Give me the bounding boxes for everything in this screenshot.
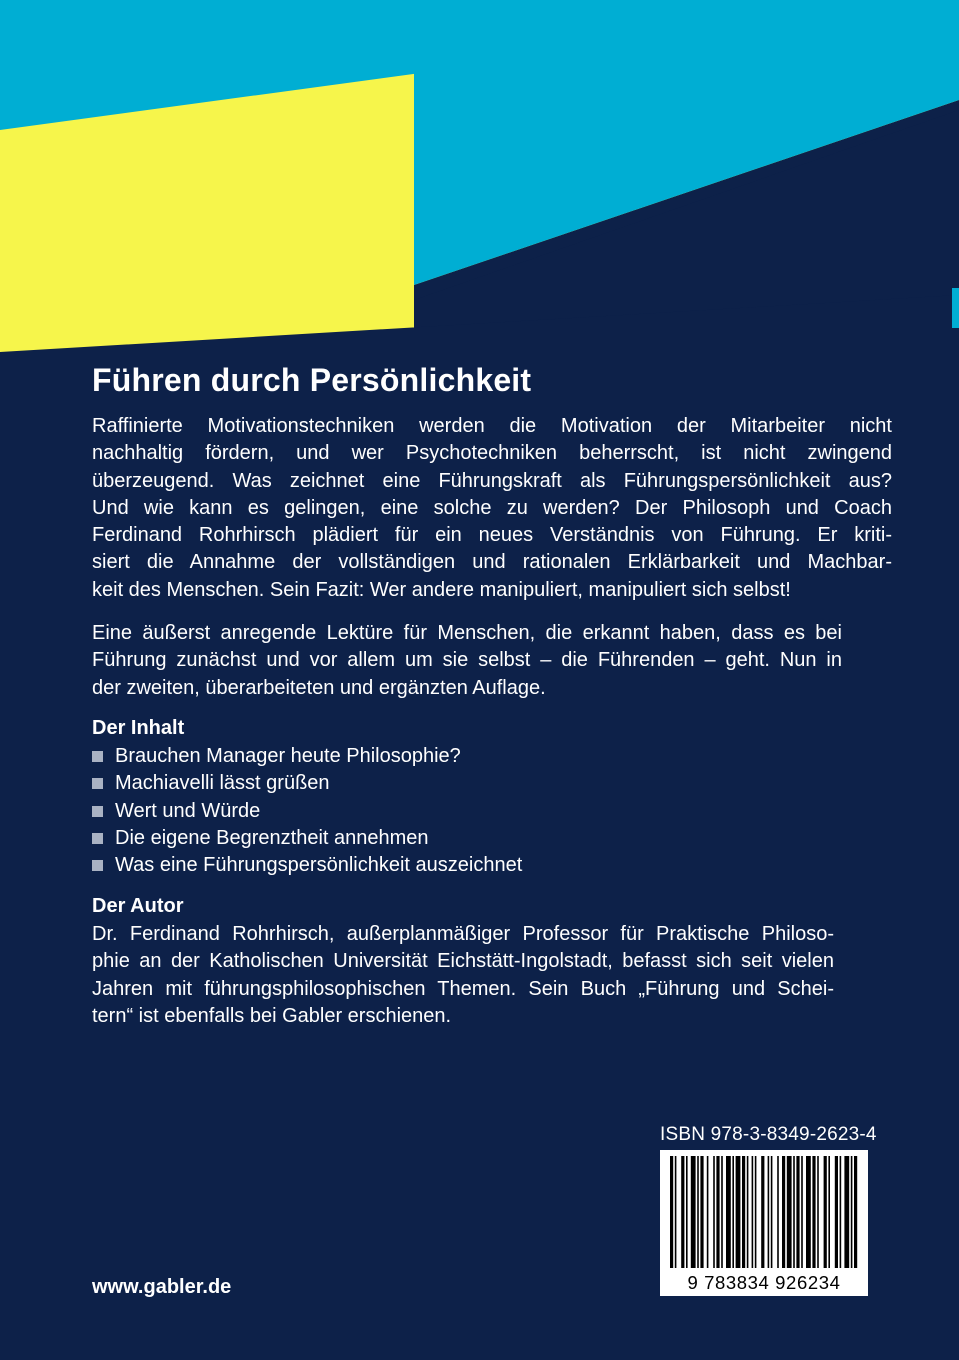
cyan-edge-tab [952, 288, 959, 328]
barcode-bar [787, 1156, 792, 1268]
barcode-bar [681, 1156, 684, 1268]
barcode-bar [777, 1156, 779, 1268]
list-item [92, 825, 522, 852]
second-paragraph [92, 620, 842, 702]
square-bullet-icon [92, 751, 103, 762]
barcode-bar [812, 1156, 815, 1268]
barcode [660, 1150, 868, 1296]
barcode-bar [771, 1156, 773, 1268]
intro-line: Ferdinand Rohrhirsch plädiert für ein neues Verständnis von Führung. Er kriti- [92, 524, 892, 547]
square-bullet-icon [92, 860, 103, 871]
list-item [92, 770, 522, 797]
content-list [92, 743, 522, 879]
barcode-bar [713, 1156, 715, 1268]
author-line: phie an der Katholischen Universität Eichstätt-Ingolstadt, befasst sich seit vielen [92, 950, 834, 973]
intro-paragraph [92, 413, 892, 604]
author-line: Dr. Ferdinand Rohrhirsch, außerplanmäßiger Professor für Praktische Philoso- [92, 923, 834, 945]
barcode-bar [782, 1156, 785, 1268]
list-item-text: Machiavelli lässt grüßen [115, 772, 330, 795]
book-title: Führen durch Persönlichkeit [92, 362, 532, 398]
list-item [92, 852, 522, 879]
barcode-bar [721, 1156, 723, 1268]
intro-line: nachhaltig fördern, und wer Psychotechniken beherrscht, ist nicht zwingend [92, 442, 892, 465]
barcode-bar [700, 1156, 703, 1268]
square-bullet-icon [92, 833, 103, 844]
intro-line: keit des Menschen. Sein Fazit: Wer andere manipuliert, manipuliert sich selbst! [92, 578, 791, 601]
barcode-bar [824, 1156, 827, 1268]
author-line: tern“ ist ebenfalls bei Gabler erschienen. [92, 1004, 452, 1027]
publisher-website: www.gabler.de [92, 1276, 232, 1298]
barcode-bar [854, 1156, 857, 1268]
list-item-text: Die eigene Begrenztheit annehmen [115, 826, 429, 849]
list-item-text: Was eine Führungspersönlichkeit auszeichnet [115, 854, 523, 877]
barcode-bar [755, 1156, 757, 1268]
barcode-bar [817, 1156, 819, 1268]
intro-line: siert die Annahme der vollständigen und rationalen Erklärbarkeit und Machbar- [92, 551, 892, 574]
list-item-text: Wert und Würde [115, 799, 261, 822]
author-paragraph [92, 921, 834, 1030]
barcode-bar [840, 1156, 842, 1268]
list-item [92, 798, 522, 825]
intro-line: Raffinierte Motivationstechniken werden die Motivation der Mitarbeiter nicht [92, 415, 892, 437]
barcode-bar [752, 1156, 754, 1268]
barcode-bar [675, 1156, 677, 1268]
barcode-bar [801, 1156, 803, 1268]
barcode-bar [686, 1156, 688, 1268]
barcode-bar [716, 1156, 719, 1268]
barcode-bar [726, 1156, 731, 1268]
second-line: Führung zunächst und vor allem um sie selbst – die Führenden – geht. Nun in [92, 649, 842, 672]
barcode-bar [736, 1156, 741, 1268]
author-line: Jahren mit führungsphilosophischen Themen. Sein Buch „Führung und Schei- [92, 977, 834, 1000]
barcode-bar [796, 1156, 799, 1268]
barcode-bar [768, 1156, 770, 1268]
barcode-bar [761, 1156, 764, 1268]
barcode-bar [747, 1156, 749, 1268]
barcode-bar [691, 1156, 696, 1268]
barcode-bar [732, 1156, 734, 1268]
intro-line: Und wie kann es gelingen, eine solche zu werden? Der Philosoph und Coach [92, 496, 892, 519]
barcode-bar [851, 1156, 853, 1268]
barcode-bar [742, 1156, 745, 1268]
square-bullet-icon [92, 806, 103, 817]
barcode-bar [793, 1156, 795, 1268]
second-line: der zweiten, überarbeiteten und ergänzten Auflage. [92, 676, 546, 699]
square-bullet-icon [92, 778, 103, 789]
isbn-label: ISBN 978-3-8349-2623-4 [660, 1124, 877, 1145]
list-item-text: Brauchen Manager heute Philosophie? [115, 745, 461, 767]
author-heading: Der Autor [92, 895, 184, 917]
content-heading: Der Inhalt [92, 717, 185, 739]
barcode-bar [670, 1156, 673, 1268]
barcode-bar [844, 1156, 849, 1268]
barcode-bar [697, 1156, 699, 1268]
barcode-digits: 9 783834 926234 [687, 1272, 841, 1293]
barcode-bar [806, 1156, 811, 1268]
barcode-bar [707, 1156, 709, 1268]
second-line: Eine äußerst anregende Lektüre für Menschen, die erkannt haben, dass es bei [92, 622, 842, 644]
list-item [92, 743, 522, 770]
intro-line: überzeugend. Was zeichnet eine Führungskraft als Führungspersönlichkeit aus? [92, 469, 892, 492]
barcode-bar [828, 1156, 830, 1268]
barcode-bar [835, 1156, 838, 1268]
